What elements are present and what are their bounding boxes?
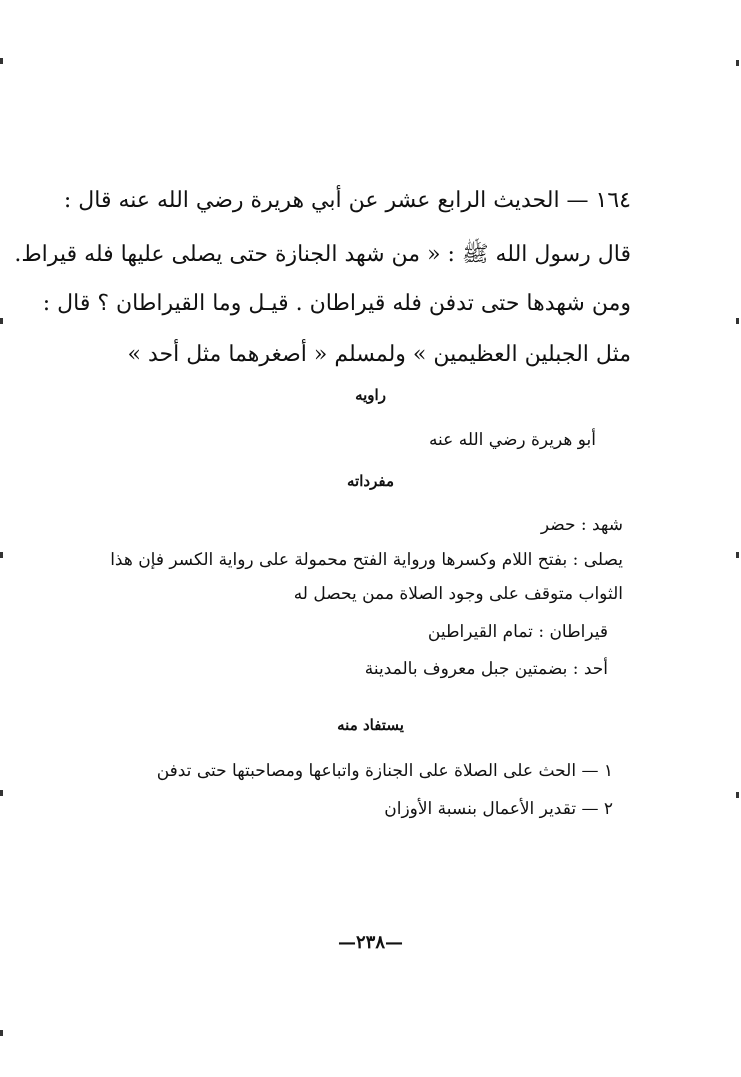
scan-margin-mark xyxy=(0,318,3,324)
scan-margin-mark xyxy=(0,1030,3,1036)
hadith-line-3: ومن شهدها حتى تدفن فله قيراطان . قيـل وما القيراطان ؟ قال : xyxy=(42,291,631,316)
vocab-item: شهد : حضر xyxy=(540,515,623,535)
vocab-item: أحد : بضمتين جبل معروف بالمدينة xyxy=(364,659,608,679)
narrator-text: أبو هريرة رضي الله عنه xyxy=(428,430,596,450)
vocab-item: قيراطان : تمام القيراطين xyxy=(427,622,608,642)
lesson-item: ١ — الحث على الصلاة على الجنازة واتباعها ومصاحبتها حتى تدفن xyxy=(156,761,613,781)
vocab-item: يصلى : بفتح اللام وكسرها ورواية الفتح محمولة على رواية الكسر فإن هذا xyxy=(110,550,623,570)
scan-margin-mark xyxy=(0,552,3,558)
vocab-item: الثواب متوقف على وجود الصلاة ممن يحصل له xyxy=(293,584,623,604)
hadith-line-4: مثل الجبلين العظيمين » ولمسلم « أصغرهما مثل أحد » xyxy=(127,342,631,367)
lesson-item: ٢ — تقدير الأعمال بنسبة الأوزان xyxy=(384,799,613,819)
hadith-line-2: قال رسول الله ﷺ : « من شهد الجنازة حتى يصلى عليها فله قيراط. xyxy=(14,242,631,267)
narrator-heading: راويه xyxy=(355,386,386,404)
page-number: —٢٣٨— xyxy=(337,932,403,953)
scan-margin-mark xyxy=(0,58,3,64)
scan-margin-mark xyxy=(736,552,739,558)
scan-margin-mark xyxy=(0,790,3,796)
scan-margin-mark xyxy=(736,318,739,324)
scan-margin-mark xyxy=(736,60,739,66)
scan-margin-mark xyxy=(736,792,739,798)
vocabulary-heading: مفرداته xyxy=(347,472,394,490)
hadith-line-1: ١٦٤ — الحديث الرابع عشر عن أبي هريرة رضي الله عنه قال : xyxy=(63,188,631,213)
lessons-heading: يستفاد منه xyxy=(337,716,404,734)
